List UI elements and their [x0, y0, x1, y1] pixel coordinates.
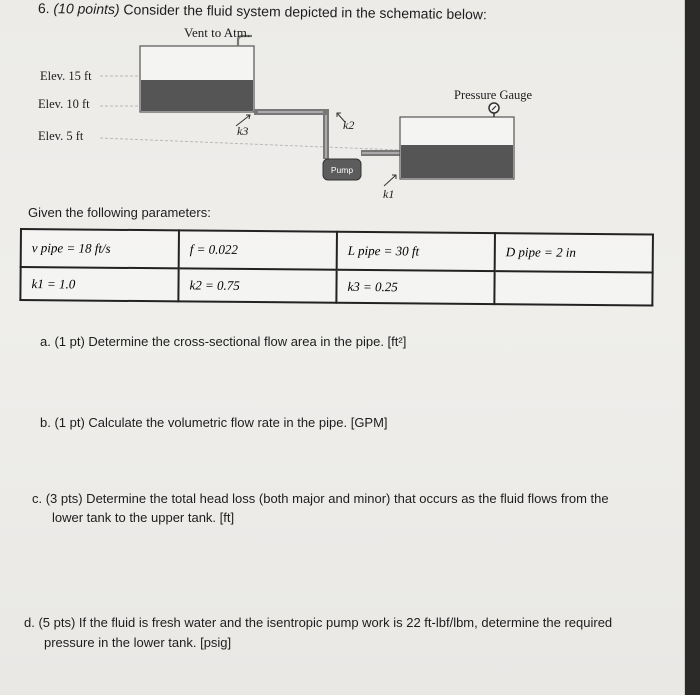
elev-5-label: Elev. 5 ft	[38, 129, 84, 143]
problem-points: (10 points)	[53, 0, 120, 18]
pressure-gauge-label: Pressure Gauge	[454, 88, 533, 102]
elev-10-label: Elev. 10 ft	[38, 97, 90, 111]
table-cell: D pipe = 2 in	[495, 233, 653, 272]
k2-label: k2	[343, 118, 355, 132]
question-d	[24, 613, 664, 653]
question-d-line1: d. (5 pts) If the fluid is fresh water and the isentropic pump work is 22 ft-lbf/lbm, determine the required	[24, 615, 613, 630]
elev-5-line	[100, 138, 400, 150]
problem-number: 6.	[37, 0, 50, 17]
table-cell: k1 = 1.0	[20, 267, 178, 301]
given-parameters-label: Given the following parameters:	[28, 205, 211, 220]
question-c-line2: lower tank to the upper tank. [ft]	[52, 510, 235, 525]
table-cell: f = 0.022	[179, 230, 337, 269]
question-a: a. (1 pt) Determine the cross-sectional flow area in the pipe. [ft²]	[40, 334, 407, 349]
k3-label: k3	[237, 124, 249, 138]
problem-statement: Consider the fluid system depicted in the schematic below:	[123, 1, 487, 23]
vent-label: Vent to Atm.	[184, 25, 251, 40]
question-d-line2: pressure in the lower tank. [psig]	[44, 635, 232, 650]
question-b: b. (1 pt) Calculate the volumetric flow rate in the pipe. [GPM]	[40, 415, 388, 430]
k1-label: k1	[383, 187, 395, 201]
question-c-line1: c. (3 pts) Determine the total head loss (both major and minor) that occurs as the fluid flows from the	[32, 491, 609, 506]
table-cell: L pipe = 30 ft	[337, 232, 495, 271]
pump-label: Pump	[330, 165, 354, 175]
table-cell	[494, 271, 652, 305]
fluid-system-schematic	[0, 0, 700, 230]
table-cell: v pipe = 18 ft/s	[21, 229, 179, 268]
question-c	[32, 489, 652, 527]
lower-tank-fluid	[401, 145, 513, 178]
table-cell: k2 = 0.75	[178, 268, 336, 302]
elev-15-label: Elev. 15 ft	[40, 69, 92, 83]
parameters-table	[19, 228, 654, 307]
table-cell: k3 = 0.25	[336, 270, 494, 304]
table-row	[21, 229, 653, 273]
k1-arrow	[384, 175, 396, 186]
upper-tank-fluid	[141, 80, 253, 111]
table-row	[20, 267, 652, 306]
